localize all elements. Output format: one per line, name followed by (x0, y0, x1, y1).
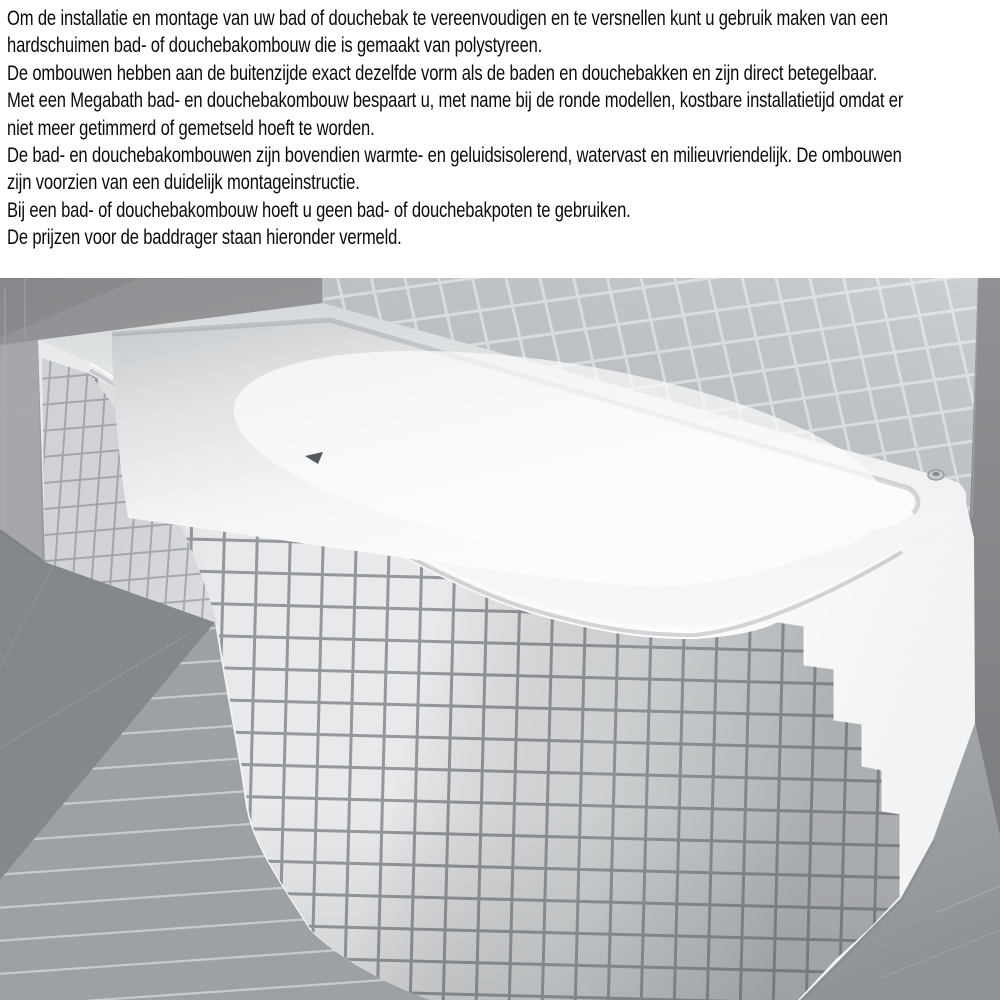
description-line-2: hardschuimen bad- of douchebakombouw die is gemaakt van polystyreen. (7, 34, 543, 58)
description-line-8: Bij een bad- of douchebakombouw hoeft u geen bad- of douchebakpoten te gebruiken. (7, 198, 631, 222)
overflow-hole (928, 470, 944, 480)
description-line-1: Om de installatie en montage van uw bad of douchebak te vereenvoudigen en te versnellen kunt u gebruik maken van een (7, 7, 888, 30)
description-line-7: zijn voorzien van een duidelijk montageinstructie. (7, 171, 360, 195)
description-line-5: niet meer getimmerd of gemetseld hoeft te worden. (7, 116, 375, 140)
description-line-3: De ombouwen hebben aan de buitenzijde exact dezelfde vorm als de baden en douchebakken en zijn direct betegelbaar. (7, 61, 878, 85)
description-line-4: Met een Megabath bad- en douchebakombouw bespaart u, met name bij de ronde modellen, kostbare installatietijd omdat er (7, 89, 904, 113)
product-description (7, 5, 997, 252)
product-photo (0, 278, 1000, 1000)
bathroom-photo (0, 278, 1000, 1000)
description-line-9: De prijzen voor de baddrager staan hieronder vermeld. (7, 226, 402, 250)
description-line-6: De bad- en douchebakombouwen zijn bovendien warmte- en geluidsisolerend, watervast en milieuvriendelijk. De ombouwen (7, 144, 902, 168)
